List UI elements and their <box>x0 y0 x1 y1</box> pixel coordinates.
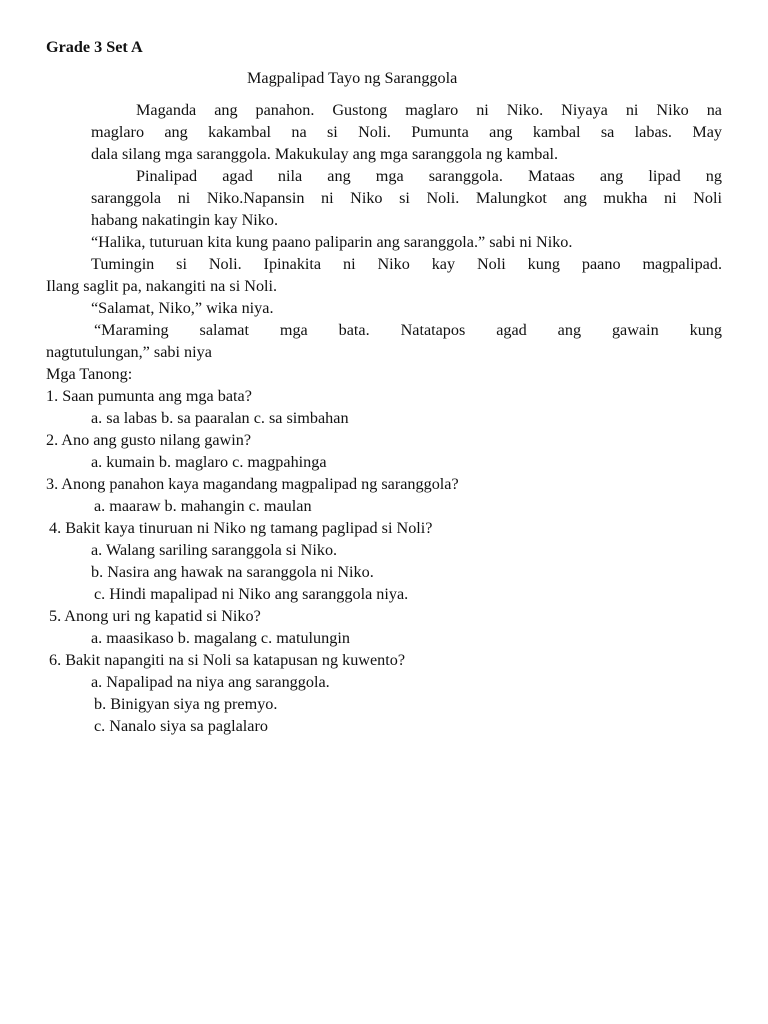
story-line: “Maraming salamat mga bata. Natatapos agad ang gawain kung <box>94 321 722 339</box>
story-line: “Salamat, Niko,” wika niya. <box>91 299 274 317</box>
question-1: 1. Saan pumunta ang mga bata? <box>46 387 252 405</box>
question-6-choice-a: a. Napalipad na niya ang saranggola. <box>91 673 330 691</box>
story-line: habang nakatingin kay Niko. <box>91 211 279 229</box>
story-line: Maganda ang panahon. Gustong maglaro ni Niko. Niyaya ni Niko na <box>136 101 722 119</box>
story-line: maglaro ang kakambal na si Noli. Pumunta ang kambal sa labas. May <box>91 123 722 141</box>
story-line: “Halika, tuturuan kita kung paano paliparin ang saranggola.” sabi ni Niko. <box>91 233 573 251</box>
question-6: 6. Bakit napangiti na si Noli sa katapusan ng kuwento? <box>49 651 406 669</box>
question-1-choices: a. sa labas b. sa paaralan c. sa simbahan <box>91 409 349 427</box>
story-line: Pinalipad agad nila ang mga saranggola. Mataas ang lipad ng <box>136 167 722 185</box>
story-line: Tumingin si Noli. Ipinakita ni Niko kay Noli kung paano magpalipad. <box>91 255 722 273</box>
story-line: Ilang saglit pa, nakangiti na si Noli. <box>46 277 278 295</box>
question-6-choice-b: b. Binigyan siya ng premyo. <box>94 695 278 713</box>
story-title: Magpalipad Tayo ng Saranggola <box>247 69 458 87</box>
question-5: 5. Anong uri ng kapatid si Niko? <box>49 607 261 625</box>
question-3-choices: a. maaraw b. mahangin c. maulan <box>94 497 312 515</box>
story-line: dala silang mga saranggola. Makukulay ang mga saranggola ng kambal. <box>91 145 559 163</box>
question-4-choice-a: a. Walang sariling saranggola si Niko. <box>91 541 338 559</box>
question-5-choices: a. maasikaso b. magalang c. matulungin <box>91 629 350 647</box>
story-line: saranggola ni Niko.Napansin ni Niko si Noli. Malungkot ang mukha ni Noli <box>91 189 722 207</box>
question-6-choice-c: c. Nanalo siya sa paglalaro <box>94 717 268 735</box>
question-2-choices: a. kumain b. maglaro c. magpahinga <box>91 453 327 471</box>
question-4-choice-b: b. Nasira ang hawak na saranggola ni Niko. <box>91 563 374 581</box>
story-line: nagtutulungan,” sabi niya <box>46 343 212 361</box>
question-3: 3. Anong panahon kaya magandang magpalipad ng saranggola? <box>46 475 459 493</box>
grade-set-label: Grade 3 Set A <box>46 38 143 56</box>
question-2: 2. Ano ang gusto nilang gawin? <box>46 431 252 449</box>
questions-heading: Mga Tanong: <box>46 365 133 383</box>
question-4: 4. Bakit kaya tinuruan ni Niko ng tamang paglipad si Noli? <box>49 519 433 537</box>
question-4-choice-c: c. Hindi mapalipad ni Niko ang saranggola niya. <box>94 585 409 603</box>
